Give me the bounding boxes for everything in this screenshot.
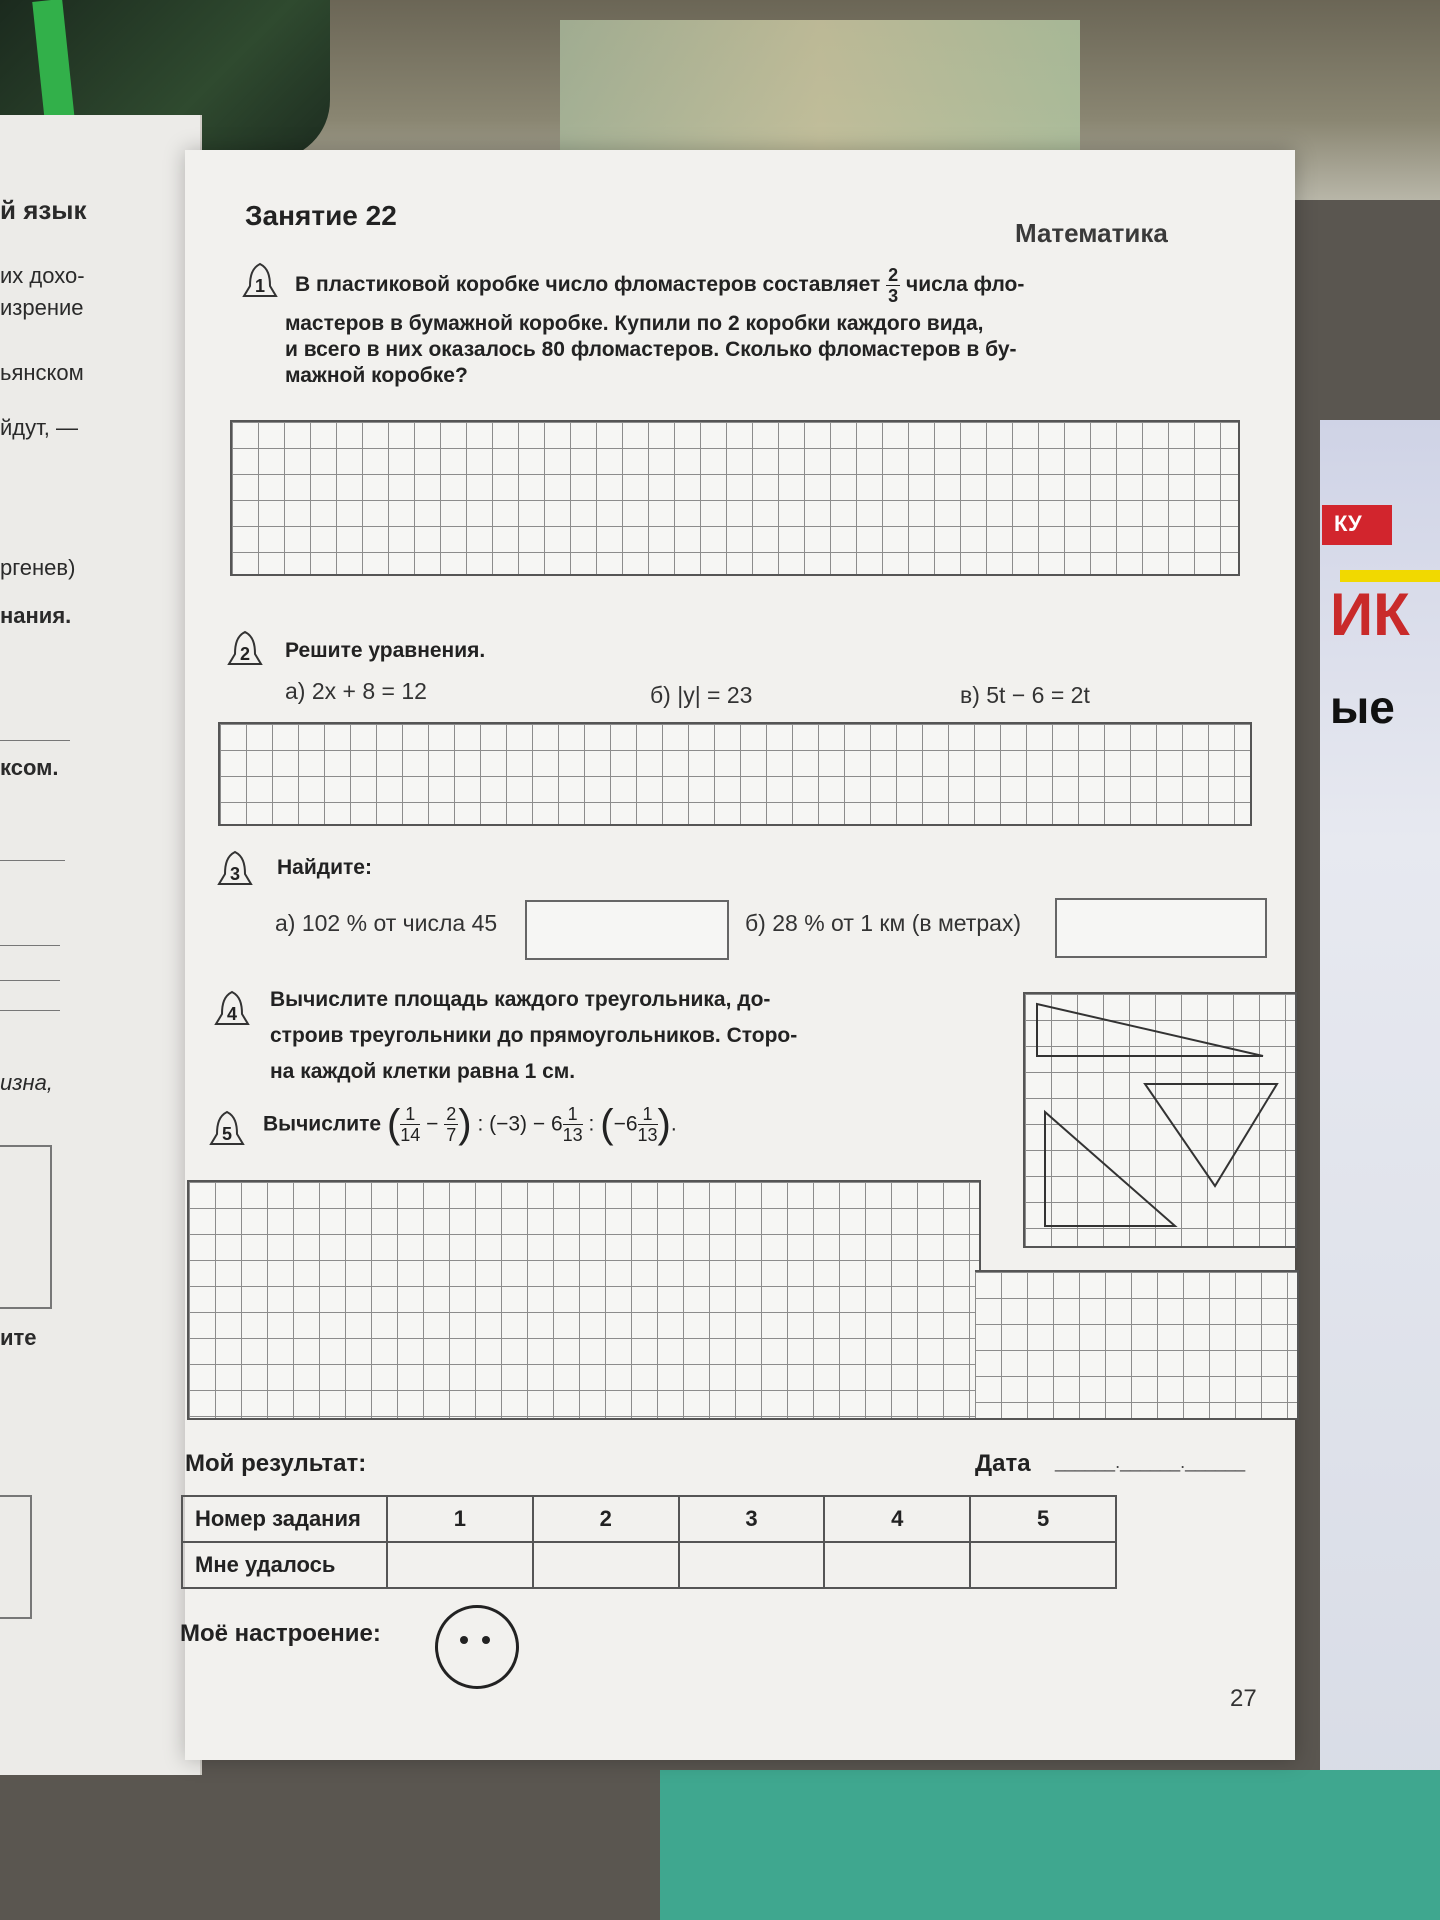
frac-den: 7: [446, 1125, 457, 1145]
frac-num: 2: [446, 1104, 457, 1124]
task4-triangles: [1025, 994, 1295, 1246]
task-col: 3: [679, 1496, 825, 1542]
task1-line2: мастеров в бумажной коробке. Купили по 2 коробки каждого вида,: [285, 312, 984, 335]
task1-answer-grid[interactable]: [230, 420, 1240, 576]
task-col: 2: [533, 1496, 679, 1542]
task1-text: [245, 265, 1024, 394]
task5-answer-grid-extension[interactable]: [975, 1270, 1299, 1420]
task4-line2: строив треугольники до прямоугольников. Сторо-: [270, 1024, 798, 1047]
workbook-page: [180, 150, 1295, 1760]
task3-answer-a[interactable]: [525, 900, 729, 960]
task1-line1a: В пластиковой коробке число фломастеров составляет: [295, 273, 881, 297]
left-page-rule: [0, 1010, 60, 1011]
task3-answer-b[interactable]: [1055, 898, 1267, 958]
colon-sign: :: [588, 1112, 595, 1136]
frac-den: 13: [637, 1125, 658, 1145]
left-page-box: [0, 1495, 32, 1619]
frac-num: 1: [563, 1104, 583, 1125]
task3-title: Найдите:: [277, 856, 372, 879]
left-page-box: [0, 1145, 52, 1309]
subject-title: Математика: [1015, 218, 1168, 248]
success-cell[interactable]: [970, 1542, 1116, 1588]
result-row-tasks: [182, 1496, 1116, 1542]
left-page-line: изрение: [0, 295, 84, 320]
triangle-2: [1145, 1084, 1277, 1186]
triangle-3: [1045, 1112, 1175, 1226]
neg-six: −6: [613, 1112, 638, 1136]
lesson-title: Занятие 22: [245, 200, 397, 231]
fraction-numerator: 2: [888, 265, 899, 285]
success-cell[interactable]: [824, 1542, 970, 1588]
left-page-line: ксом.: [0, 755, 59, 780]
task2-answer-grid[interactable]: [218, 722, 1252, 826]
task-number-bell-icon: [212, 990, 252, 1030]
left-page-line: й язык: [0, 195, 87, 225]
teal-notebook: [660, 1770, 1440, 1920]
task-col: 5: [970, 1496, 1116, 1542]
task-col: 1: [387, 1496, 533, 1542]
end-dot: .: [670, 1112, 677, 1136]
result-title: Мой результат:: [185, 1450, 367, 1477]
task-col: 4: [824, 1496, 970, 1542]
left-page-line: нания.: [0, 603, 72, 628]
task4-line1: Вычислите площадь каждого треугольника, до-: [270, 988, 771, 1011]
task2-equation-a: а) 2x + 8 = 12: [285, 678, 427, 704]
task2-title: Решите уравнения.: [285, 639, 486, 662]
expression-middle: : (−3) − 6: [477, 1112, 563, 1136]
task2-equation-c: в) 5t − 6 = 2t: [960, 682, 1090, 708]
mood-label: Моё настроение:: [180, 1620, 381, 1647]
task-number: 4: [226, 1004, 238, 1024]
left-page-line: ьянском: [0, 360, 84, 385]
book-tag-text: КУ: [1334, 511, 1362, 536]
task3-item-a: а) 102 % от числа 45: [275, 910, 498, 936]
left-page-rule: [0, 945, 60, 946]
date-blank[interactable]: ______.______.______: [1055, 1452, 1246, 1472]
mood-face-icon[interactable]: [435, 1605, 519, 1689]
frac-den: 14: [400, 1125, 421, 1145]
triangle-1: [1037, 1004, 1263, 1056]
task-number: 5: [221, 1124, 233, 1144]
task3-item-b: б) 28 % от 1 км (в метрах): [745, 910, 1022, 936]
fraction-denominator: 3: [888, 286, 899, 306]
wall-poster: [560, 20, 1080, 170]
left-page-line: изна,: [0, 1070, 53, 1095]
task1-line1b: числа фло-: [906, 273, 1025, 297]
result-table: [181, 1495, 1117, 1589]
eye-icon: [460, 1636, 468, 1644]
row-label: Мне удалось: [182, 1542, 387, 1588]
frac-den: 13: [562, 1125, 583, 1145]
row-label: Номер задания: [182, 1496, 387, 1542]
task5-expression: Вычислите ( $\frac{1}{14}$ − $\frac{2}{7}$ ) : (−3) − 6 $\frac{1}{13}$ : (−6 $\frac{1}{13}$ ).: [263, 1102, 677, 1146]
page-number: 27: [1230, 1685, 1257, 1712]
book-subtitle-fragment: ые: [1330, 681, 1395, 733]
left-page-line: ргенев): [0, 555, 76, 580]
left-page-line: ите: [0, 1325, 37, 1350]
left-page-rule: [0, 860, 65, 861]
task4-text: [270, 982, 797, 1090]
eye-icon: [482, 1636, 490, 1644]
left-page-line: йдут, —: [0, 415, 78, 440]
task4-triangle-grid: [1023, 992, 1297, 1248]
task4-line3: на каждой клетки равна 1 см.: [270, 1060, 576, 1083]
frac-num: 1: [400, 1104, 420, 1125]
task-number: 1: [254, 276, 266, 296]
book-red-tag: [1322, 505, 1392, 545]
success-cell[interactable]: [387, 1542, 533, 1588]
task5-label: Вычислите: [263, 1112, 382, 1136]
task1-line4: мажной коробке?: [285, 364, 468, 387]
frac-num: 1: [638, 1104, 658, 1125]
left-page: [0, 115, 202, 1775]
task-number-bell-icon: [215, 850, 255, 890]
task-number-bell-icon: [207, 1110, 247, 1150]
book-title-fragment: ИК: [1330, 581, 1410, 648]
date-label: Дата: [975, 1450, 1031, 1477]
task-number-bell-icon: [225, 630, 265, 670]
minus-sign: −: [426, 1112, 439, 1136]
left-page-rule: [0, 740, 70, 741]
success-cell[interactable]: [533, 1542, 679, 1588]
task-number: 3: [229, 864, 241, 884]
fraction-two-thirds: [886, 265, 900, 306]
task5-answer-grid[interactable]: [187, 1180, 981, 1420]
result-row-success: [182, 1542, 1116, 1588]
task1-line3: и всего в них оказалось 80 фломастеров. Сколько фломастеров в бу-: [285, 338, 1017, 361]
task2-equation-b: б) |y| = 23: [650, 682, 753, 708]
success-cell[interactable]: [679, 1542, 825, 1588]
left-page-line: их дохо-: [0, 263, 85, 288]
left-page-rule: [0, 980, 60, 981]
task-number: 2: [239, 644, 251, 664]
